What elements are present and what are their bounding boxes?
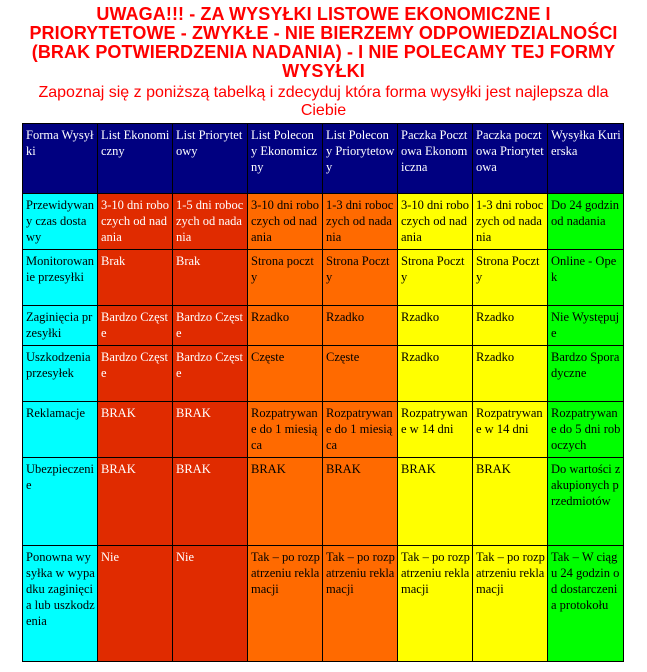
table-cell: Bardzo Częste: [98, 346, 173, 402]
row-label-cell: Uszkodzenia przesyłek: [23, 346, 98, 402]
table-cell: Online - Opek: [548, 250, 624, 306]
table-cell: Rozpatrywane w 14 dni: [398, 402, 473, 458]
warning-line: WYSYŁKI: [282, 61, 365, 81]
warning-line: UWAGA!!! - ZA WYSYŁKI LISTOWE EKONOMICZNE I: [96, 4, 551, 24]
table-cell: BRAK: [323, 458, 398, 546]
table-cell: Bardzo Częste: [98, 306, 173, 346]
table-cell: Rzadko: [323, 306, 398, 346]
table-row: [23, 306, 624, 346]
table-row: [23, 346, 624, 402]
table-cell: Brak: [173, 250, 248, 306]
table-cell: Do wartości zakupionych przedmiotów: [548, 458, 624, 546]
table-cell: Częste: [323, 346, 398, 402]
row-label-cell: Przewidywany czas dostawy: [23, 194, 98, 250]
table-row: [23, 402, 624, 458]
header-cell: List Ekonomiczny: [98, 124, 173, 194]
table-cell: Brak: [98, 250, 173, 306]
table-cell: 3-10 dni roboczych od nadania: [248, 194, 323, 250]
table-cell: BRAK: [398, 458, 473, 546]
table-cell: Rozpatrywane w 14 dni: [473, 402, 548, 458]
header-cell: List Polecony Ekonomiczny: [248, 124, 323, 194]
table-header-row: [23, 124, 624, 194]
table-cell: Strona Poczty: [473, 250, 548, 306]
row-label-cell: Ubezpieczenie: [23, 458, 98, 546]
table-row: [23, 546, 624, 662]
intro-line: Ciebie: [300, 102, 347, 119]
row-label-cell: Ponowna wysyłka w wypadku zaginięcia lub uszkodzenia: [23, 546, 98, 662]
table-cell: Częste: [248, 346, 323, 402]
warning-heading: [0, 5, 647, 81]
header-cell: Paczka Pocztowa Ekonomiczna: [398, 124, 473, 194]
warning-line: (BRAK POTWIERDZENIA NADANIA) - I NIE POLECAMY TEJ FORMY: [31, 42, 616, 62]
table-cell: Rozpatrywane do 5 dni roboczych: [548, 402, 624, 458]
table-cell: Rzadko: [398, 346, 473, 402]
header-cell: Paczka pocztowa Priorytetowa: [473, 124, 548, 194]
table-cell: Nie: [98, 546, 173, 662]
header-cell: Forma Wysyłki: [23, 124, 98, 194]
table-cell: 3-10 dni roboczych od nadania: [98, 194, 173, 250]
table-row: [23, 458, 624, 546]
table-cell: 1-5 dni roboczych od nadania: [173, 194, 248, 250]
shipping-comparison-table: [22, 123, 624, 662]
table-cell: Bardzo Częste: [173, 346, 248, 402]
table-cell: BRAK: [173, 402, 248, 458]
table-cell: Tak – W ciągu 24 godzin od dostarczenia protokołu: [548, 546, 624, 662]
row-label-cell: Monitorowanie przesyłki: [23, 250, 98, 306]
row-label-cell: Reklamacje: [23, 402, 98, 458]
intro-text: [0, 84, 647, 120]
table-cell: BRAK: [173, 458, 248, 546]
table-cell: Rozpatrywane do 1 miesiąca: [323, 402, 398, 458]
table-cell: Strona poczty: [248, 250, 323, 306]
table-cell: Bardzo Częste: [173, 306, 248, 346]
header-cell: Wysyłka Kurierska: [548, 124, 624, 194]
table-cell: 1-3 dni roboczych od nadania: [473, 194, 548, 250]
warning-line: PRIORYTETOWE - ZWYKŁE - NIE BIERZEMY ODPOWIEDZIALNOŚCI: [29, 23, 618, 43]
table-cell: BRAK: [248, 458, 323, 546]
table-cell: Rzadko: [473, 306, 548, 346]
header-cell: List Polecony Priorytetowy: [323, 124, 398, 194]
table-cell: Strona Poczty: [398, 250, 473, 306]
table-cell: Tak – po rozpatrzeniu reklamacji: [473, 546, 548, 662]
table-cell: BRAK: [473, 458, 548, 546]
intro-line: Zapoznaj się z poniższą tabelką i zdecyduj która forma wysyłki jest najlepsza dla: [38, 84, 609, 101]
table-cell: Rzadko: [398, 306, 473, 346]
header-cell: List Priorytetowy: [173, 124, 248, 194]
table-cell: Nie: [173, 546, 248, 662]
table-cell: 3-10 dni roboczych od nadania: [398, 194, 473, 250]
table-cell: Tak – po rozpatrzeniu reklamacji: [398, 546, 473, 662]
table-cell: 1-3 dni roboczych od nadania: [323, 194, 398, 250]
table-cell: Rzadko: [248, 306, 323, 346]
table-row: [23, 194, 624, 250]
table-cell: BRAK: [98, 458, 173, 546]
table-row: [23, 250, 624, 306]
row-label-cell: Zaginięcia przesyłki: [23, 306, 98, 346]
table-cell: Nie Występuje: [548, 306, 624, 346]
table-cell: BRAK: [98, 402, 173, 458]
table-cell: Tak – po rozpatrzeniu reklamacji: [323, 546, 398, 662]
table-cell: Do 24 godzin od nadania: [548, 194, 624, 250]
table-cell: Strona Poczty: [323, 250, 398, 306]
table-cell: Rzadko: [473, 346, 548, 402]
table-cell: Tak – po rozpatrzeniu reklamacji: [248, 546, 323, 662]
table-cell: Rozpatrywane do 1 miesiąca: [248, 402, 323, 458]
table-cell: Bardzo Sporadyczne: [548, 346, 624, 402]
